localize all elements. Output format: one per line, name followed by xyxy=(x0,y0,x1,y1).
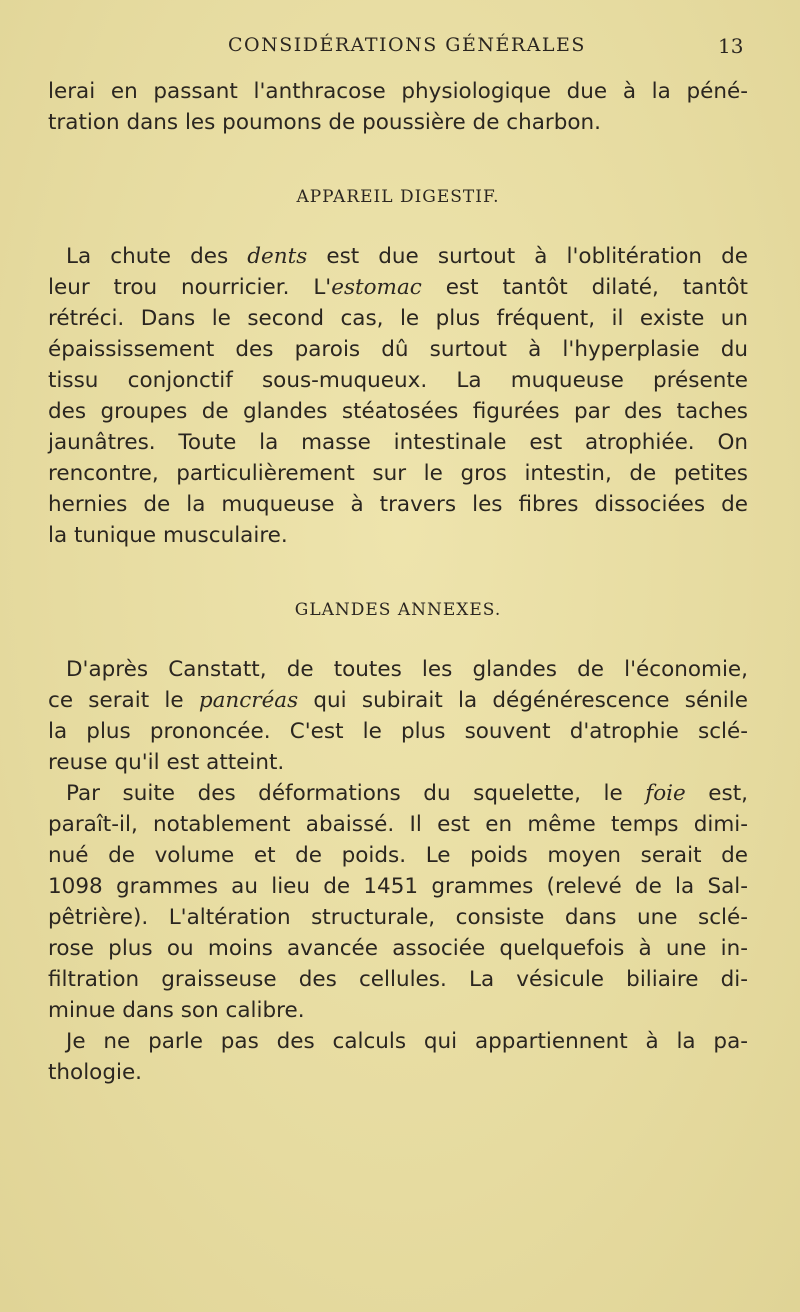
paragraph-line: D'après Canstatt, de toutes les glandes de l'économie, xyxy=(66,657,748,682)
paragraph-line: épaississement des parois dû surtout à l'hyperplasie du xyxy=(48,337,748,362)
paragraph-line: 1098 grammes au lieu de 1451 grammes (relevé de la Sal- xyxy=(48,874,748,899)
running-title: CONSIDÉRATIONS GÉNÉRALES xyxy=(228,34,586,56)
page-number: 13 xyxy=(718,34,744,58)
section-heading-glands: GLANDES ANNEXES. xyxy=(294,600,502,620)
body-text xyxy=(48,76,748,1088)
paragraph-line: nué de volume et de poids. Le poids moyen serait de xyxy=(48,843,748,868)
paragraph-line: rétréci. Dans le second cas, le plus fréquent, il existe un xyxy=(48,306,748,331)
italic-term: pancréas xyxy=(198,688,299,713)
intro-line-2: tration dans les poumons de poussière de charbon. xyxy=(48,110,601,135)
paragraph-line: la plus prononcée. C'est le plus souvent d'atrophie sclé- xyxy=(48,719,748,744)
page-header xyxy=(0,30,800,66)
paragraph-line: filtration graisseuse des cellules. La vésicule biliaire di- xyxy=(48,967,748,992)
paragraph-line: hernies de la muqueuse à travers les fibres dissociées de xyxy=(48,492,748,517)
paragraph-line: des groupes de glandes stéatosées figurées par des taches xyxy=(48,399,748,424)
paragraph-line: leur trou nourricier. L'estomac est tantôt dilaté, tantôt xyxy=(48,275,748,300)
italic-term: foie xyxy=(645,781,686,806)
italic-term: estomac xyxy=(331,275,422,300)
paragraph-line: Par suite des déformations du squelette, le foie est, xyxy=(66,781,748,806)
italic-term: dents xyxy=(247,244,308,269)
section-heading-digestive: APPAREIL DIGESTIF. xyxy=(296,187,500,207)
paragraph-line: jaunâtres. Toute la masse intestinale est atrophiée. On xyxy=(48,430,748,455)
paragraph-line: rose plus ou moins avancée associée quelquefois à une in- xyxy=(48,936,748,961)
paragraph-line: thologie. xyxy=(48,1060,143,1085)
paragraph-line: ce serait le pancréas qui subirait la dégénérescence sénile xyxy=(48,688,748,713)
paragraph-line: paraît-il, notablement abaissé. Il est en même temps dimi- xyxy=(48,812,748,837)
paragraph-line: Je ne parle pas des calculs qui appartiennent à la pa- xyxy=(66,1029,748,1054)
paragraph-line: La chute des dents est due surtout à l'oblitération de xyxy=(66,244,748,269)
paragraph-line: tissu conjonctif sous-muqueux. La muqueuse présente xyxy=(48,368,748,393)
intro-line-1: lerai en passant l'anthracose physiologique due à la péné- xyxy=(48,79,748,104)
paragraph-line: la tunique musculaire. xyxy=(48,523,288,548)
paragraph-line: minue dans son calibre. xyxy=(48,998,305,1023)
paragraph-line: pêtrière). L'altération structurale, consiste dans une sclé- xyxy=(48,905,748,930)
paragraph-line: reuse qu'il est atteint. xyxy=(48,750,285,775)
paragraph-line: rencontre, particulièrement sur le gros intestin, de petites xyxy=(48,461,748,486)
